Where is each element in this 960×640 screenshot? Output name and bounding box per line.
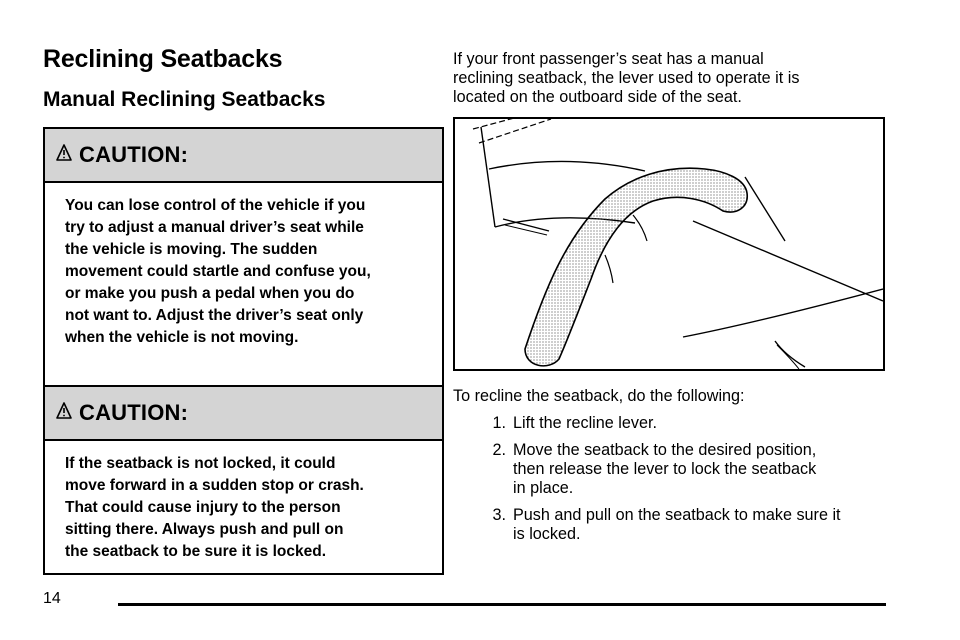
warning-triangle-icon xyxy=(55,142,73,162)
caution-text-1 xyxy=(45,183,442,349)
intro-line: reclining seatback, the lever used to operate it is xyxy=(453,69,800,87)
caution-box-2 xyxy=(43,385,444,575)
left-column xyxy=(43,44,447,560)
caution-1-line: try to adjust a manual driver’s seat while xyxy=(65,219,364,236)
right-column xyxy=(453,50,893,543)
intro-line: If your front passenger’s seat has a manual xyxy=(453,50,764,68)
warning-triangle-icon xyxy=(55,400,73,420)
step-number: 3. xyxy=(492,506,506,524)
recline-lever-drawing xyxy=(455,119,883,369)
list-item xyxy=(453,506,893,544)
caution-text-2 xyxy=(45,441,442,563)
caution-1-line: when the vehicle is not moving. xyxy=(65,329,299,346)
step-line: is locked. xyxy=(513,525,581,543)
caution-1-line: the vehicle is moving. The sudden xyxy=(65,241,318,258)
caution-1-line: or make you push a pedal when you do xyxy=(65,285,355,302)
steps-intro: To recline the seatback, do the following: xyxy=(453,387,745,405)
caution-label: CAUTION: xyxy=(79,142,189,167)
step-line: in place. xyxy=(513,479,574,497)
recline-lever-illustration xyxy=(453,117,885,371)
footer-rule xyxy=(118,603,886,606)
step-line: Push and pull on the seatback to make sure it xyxy=(513,506,841,524)
caution-1-line: movement could startle and confuse you, xyxy=(65,263,371,280)
list-item xyxy=(453,414,893,433)
intro-paragraph xyxy=(453,50,893,107)
step-text xyxy=(513,414,893,433)
caution-label: CAUTION: xyxy=(79,400,189,425)
caution-header-2 xyxy=(45,387,442,441)
caution-2-line: That could cause injury to the person xyxy=(65,499,341,516)
caution-1-line: You can lose control of the vehicle if you xyxy=(65,197,366,214)
step-line: Move the seatback to the desired position, xyxy=(513,441,817,459)
step-text xyxy=(513,506,893,544)
caution-1-line: not want to. Adjust the driver’s seat only xyxy=(65,307,364,324)
subsection-title: Manual Reclining Seatbacks xyxy=(43,88,326,111)
list-item xyxy=(453,441,893,498)
step-line: Lift the recline lever. xyxy=(513,414,657,432)
intro-line: located on the outboard side of the seat. xyxy=(453,88,742,106)
steps-list xyxy=(453,414,893,552)
caution-2-line: the seatback to be sure it is locked. xyxy=(65,543,327,560)
caution-2-line: move forward in a sudden stop or crash. xyxy=(65,477,364,494)
page-number: 14 xyxy=(43,590,61,607)
caution-2-line: sitting there. Always push and pull on xyxy=(65,521,344,538)
step-number: 2. xyxy=(492,441,506,459)
section-title: Reclining Seatbacks xyxy=(43,45,283,73)
caution-2-line: If the seatback is not locked, it could xyxy=(65,455,336,472)
step-number: 1. xyxy=(492,414,506,432)
step-line: then release the lever to lock the seatback xyxy=(513,460,817,478)
step-text xyxy=(513,441,893,498)
caution-box-1 xyxy=(43,127,444,404)
caution-header-1 xyxy=(45,129,442,183)
